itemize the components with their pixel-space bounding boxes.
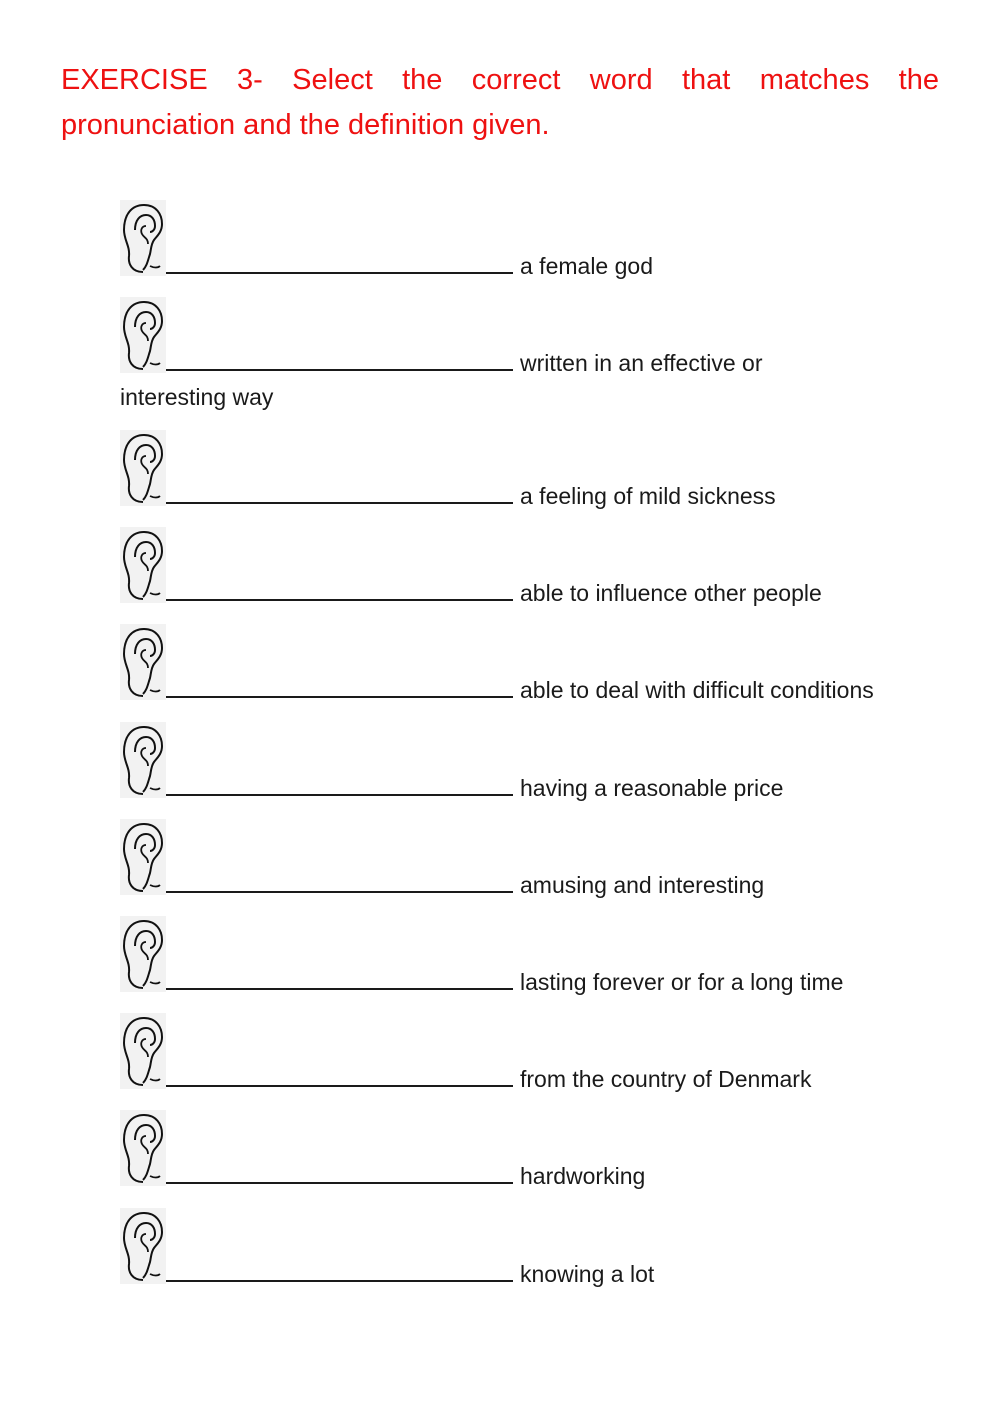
answer-blank[interactable]: [166, 1063, 513, 1087]
answer-blank[interactable]: [166, 772, 513, 796]
ear-icon[interactable]: [120, 624, 166, 700]
ear-icon[interactable]: [120, 200, 166, 276]
answer-blank[interactable]: [166, 1258, 513, 1282]
definition-text: hardworking: [520, 1163, 646, 1189]
definition-text: able to influence other people: [520, 580, 822, 606]
answer-blank[interactable]: [166, 869, 513, 893]
answer-line: [166, 1160, 645, 1190]
definition-text: having a reasonable price: [520, 775, 784, 801]
definition-text: able to deal with difficult conditions: [520, 677, 874, 703]
exercise-title: EXERCISE 3- Select the correct word that matches the pronunciation and the definition given.: [61, 64, 939, 141]
answer-blank[interactable]: [166, 577, 513, 601]
answer-line: [166, 966, 843, 996]
definition-text: a feeling of mild sickness: [520, 483, 776, 509]
answer-blank[interactable]: [166, 347, 513, 371]
answer-line: [166, 1063, 811, 1093]
answer-line: [166, 347, 762, 377]
answer-line: [166, 1258, 654, 1288]
answer-blank[interactable]: [166, 1160, 513, 1184]
definition-text: amusing and interesting: [520, 872, 765, 898]
definition-text: from the country of Denmark: [520, 1066, 812, 1092]
ear-icon[interactable]: [120, 1013, 166, 1089]
answer-line: [166, 250, 653, 280]
definition-text: a female god: [520, 253, 653, 279]
ear-icon[interactable]: [120, 1110, 166, 1186]
definition-text: knowing a lot: [520, 1261, 655, 1287]
definition-text: lasting forever or for a long time: [520, 969, 844, 995]
ear-icon[interactable]: [120, 297, 166, 373]
ear-icon[interactable]: [120, 819, 166, 895]
answer-blank[interactable]: [166, 480, 513, 504]
answer-blank[interactable]: [166, 250, 513, 274]
answer-line: [166, 869, 764, 899]
ear-icon[interactable]: [120, 527, 166, 603]
ear-icon[interactable]: [120, 916, 166, 992]
answer-line: [166, 674, 874, 704]
ear-icon[interactable]: [120, 430, 166, 506]
answer-line: [166, 577, 822, 607]
definition-text: written in an effective or: [520, 350, 763, 376]
ear-icon[interactable]: [120, 722, 166, 798]
ear-icon[interactable]: [120, 1208, 166, 1284]
answer-line: [166, 772, 783, 802]
answer-line: [166, 480, 776, 510]
answer-blank[interactable]: [166, 966, 513, 990]
answer-blank[interactable]: [166, 674, 513, 698]
definition-text-continued: interesting way: [120, 384, 274, 410]
